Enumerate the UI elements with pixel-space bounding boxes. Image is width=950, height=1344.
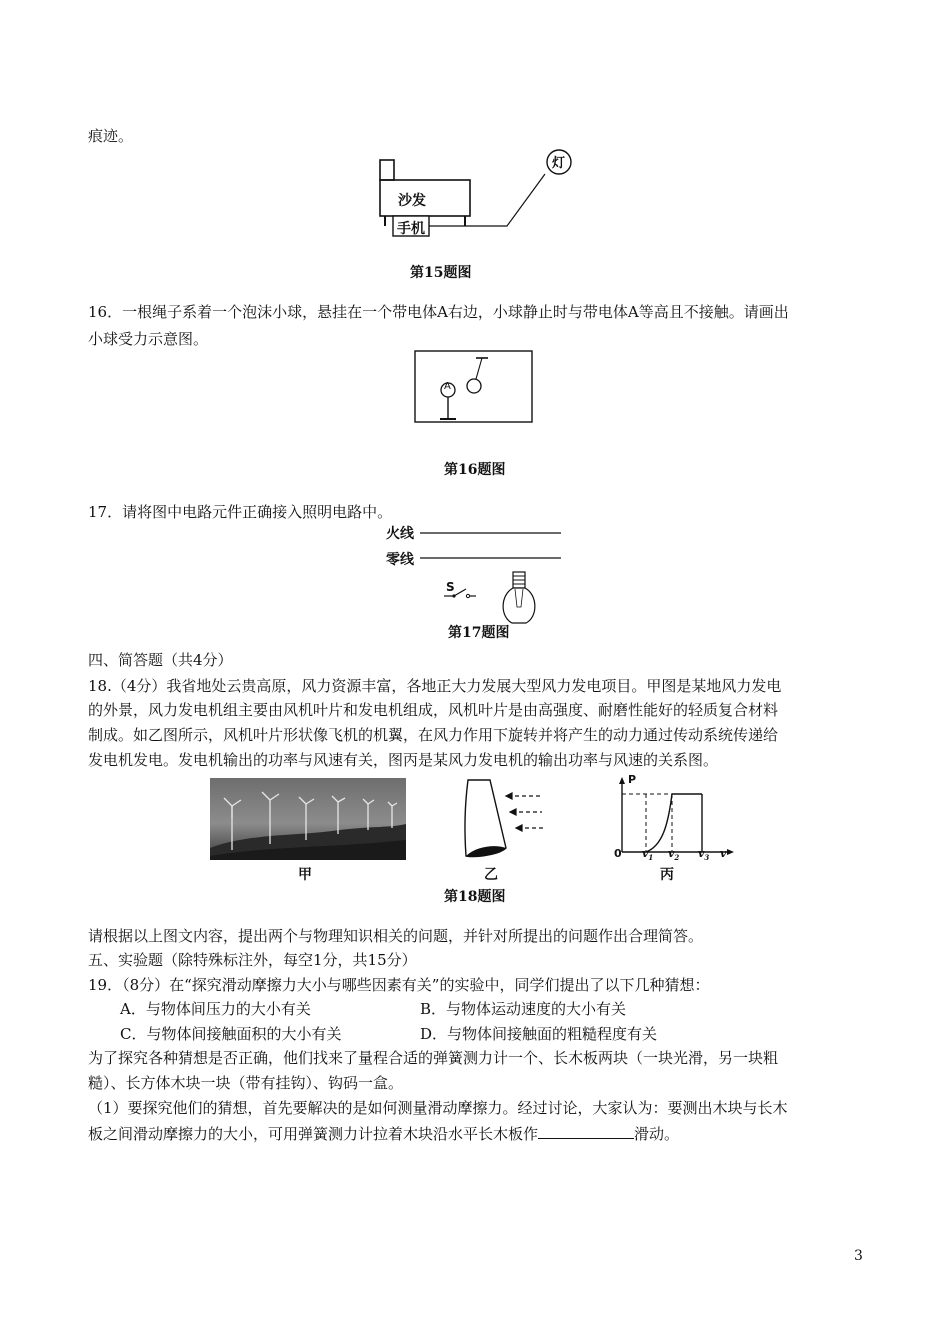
blade-label: 乙 (484, 867, 498, 883)
v1-label: $v_1$ (642, 847, 654, 863)
question-16-line: 16．一根绳子系着一个泡沫小球，悬挂在一个带电体A右边，小球静止时与带电体A等高且不接触。请画出 (88, 303, 789, 321)
figure-caption: 第17题图 (448, 625, 510, 641)
graph-x-label: v (720, 847, 727, 860)
sofa-back (380, 160, 394, 180)
option-d: D．与物体间接触面的粗糙程度有关 (420, 1025, 658, 1043)
string (476, 358, 482, 379)
question-18-prompt: 请根据以上图文内容，提出两个与物理知识相关的问题，并针对所提出的问题作出合理简答。 (88, 927, 704, 945)
question-19-line: 19．（8分）在“探究滑动摩擦力大小与哪些因素有关”的实验中，同学们提出了以下几种猜想： (88, 976, 710, 994)
section-heading: 四、简答题（共4分） (88, 651, 233, 669)
live-wire-label: 火线 (386, 526, 414, 542)
lamp-label: 灯 (552, 156, 566, 171)
figure-caption: 第18题图 (444, 889, 506, 905)
foam-ball (467, 379, 481, 393)
question-18-line: 发电机发电。发电机输出的功率与风速有关，图丙是某风力发电机的输出功率与风速的关系图。 (88, 751, 719, 769)
option-b: B．与物体运动速度的大小有关 (420, 1000, 627, 1018)
figure-caption: 第15题图 (410, 265, 472, 281)
question-18-line: 的外景，风力发电机组主要由风机叶片和发电机组成，风机叶片是由高强度、耐磨性能好的轻质复合材料 (88, 701, 779, 719)
wind-farm-photo (210, 778, 406, 860)
graph-label: 丙 (660, 867, 674, 883)
v2-label: $v_2$ (668, 847, 680, 863)
body-a-label: A (444, 381, 451, 392)
option-a: A．与物体间压力的大小有关 (120, 1000, 311, 1018)
figure-17 (420, 525, 580, 630)
question-19-line: 为了探究各种猜想是否正确，他们找来了量程合适的弹簧测力计一个、长木板两块（一块光滑，另一块粗 (88, 1049, 779, 1067)
phone-label: 手机 (397, 221, 425, 237)
question-18-line: 制成。如乙图所示，风机叶片形状像飞机的机翼，在风力作用下旋转并将产生的动力通过传动系统传递给 (88, 726, 779, 744)
question-16-line: 小球受力示意图。 (88, 330, 209, 348)
graph-y-label: P (628, 773, 637, 786)
question-18-line: 18.（4分）我省地处云贵高原，风力资源丰富，各地正大力发展大型风力发电项目。甲图是某地风力发电 (88, 677, 782, 695)
power-curve (646, 794, 672, 852)
question-17-line: 17．请将图中电路元件正确接入照明电路中。 (88, 503, 393, 521)
graph-origin: 0 (614, 847, 622, 860)
text-line: 痕迹。 (88, 127, 134, 145)
page-number: 3 (854, 1248, 863, 1264)
option-c: C．与物体间接触面积的大小有关 (120, 1025, 342, 1043)
switch-label: S (446, 580, 455, 594)
section-heading: 五、实验题（除特殊标注外，每空1分，共15分） (88, 951, 417, 969)
sofa-label: 沙发 (398, 193, 426, 209)
blade-diagram (460, 778, 560, 860)
wire (429, 174, 545, 226)
question-19-line: （1）要探究他们的猜想，首先要解决的是如何测量滑动摩擦力。经过讨论，大家认为：要测出木块与长木 (88, 1099, 788, 1117)
v3-label: $v_3$ (698, 847, 710, 863)
photo-label: 甲 (298, 867, 312, 883)
neutral-wire-label: 零线 (386, 552, 414, 568)
figure-caption: 第16题图 (444, 462, 506, 478)
answer-blank[interactable] (538, 1124, 634, 1139)
figure-16 (414, 350, 534, 424)
bulb-glass (503, 588, 535, 623)
question-19-line: 板之间滑动摩擦力的大小，可用弹簧测力计拉着木块沿水平长木板作 滑动。 (88, 1125, 680, 1143)
question-19-line: 糙）、长方体木块一块（带有挂钩）、钩码一盒。 (88, 1074, 404, 1092)
